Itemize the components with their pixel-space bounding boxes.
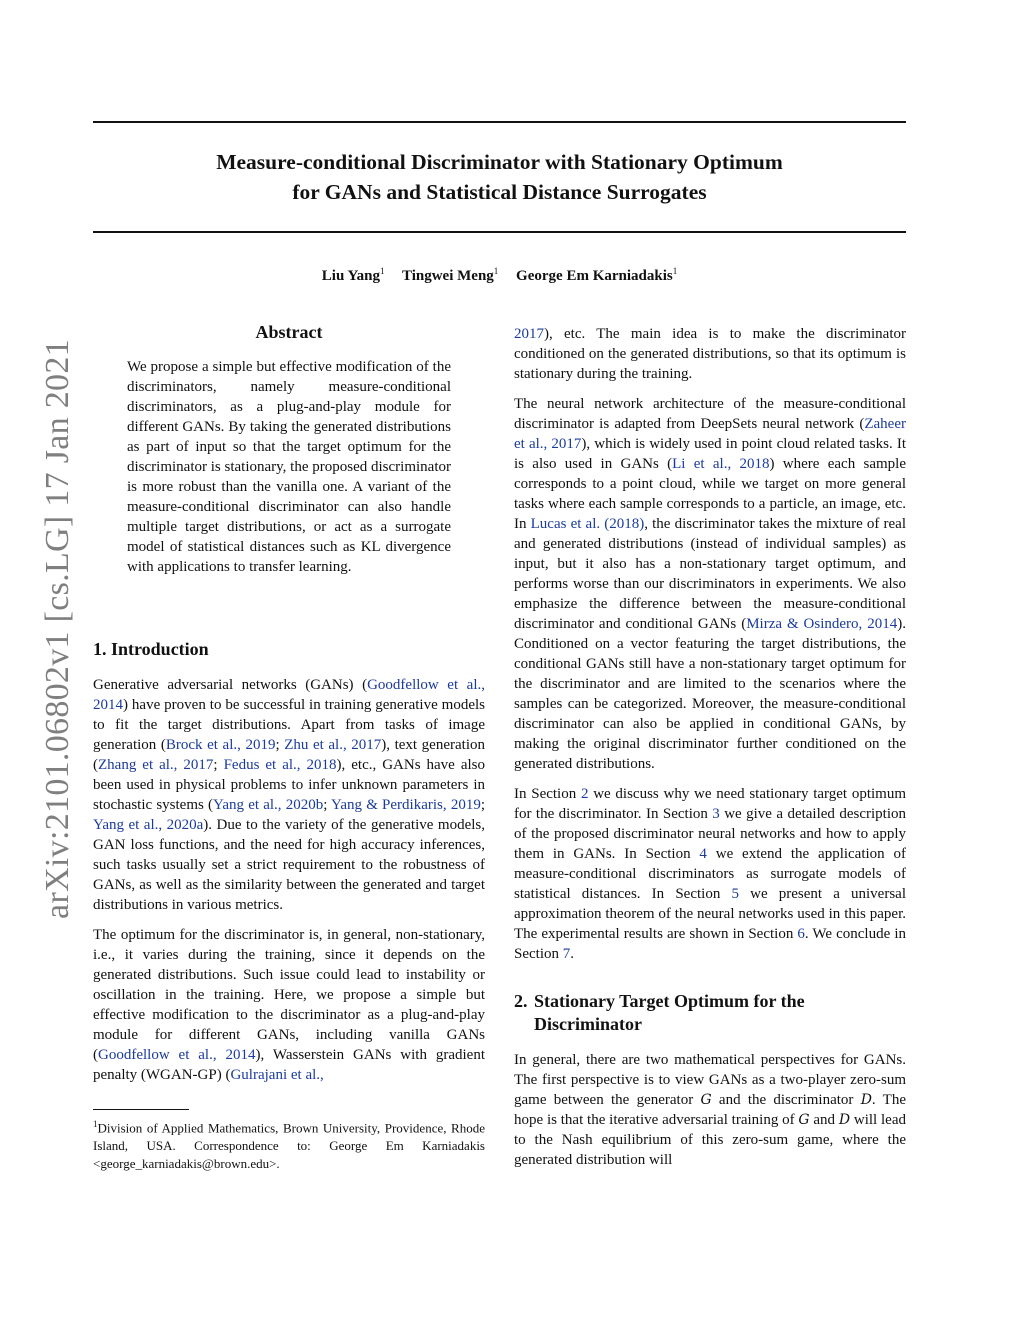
section-number: 2. <box>514 991 528 1011</box>
left-column <box>93 638 485 1095</box>
citation-link[interactable]: Fedus et al., 2018 <box>223 757 337 773</box>
right-paragraph-1: The neural network architecture of the measure-conditional discriminator is adapted from DeepSets neural network (Zaheer et al., 2017), which is widely used in point cloud related tasks. It is also used in GANs (Li et al., 2018) where each sample corresponds to a point cloud, while we target on more general tasks where each sample corresponds to a particle, an image, etc. In Lucas et al. (2018), the discriminator takes the mixture of real and generated distributions (instead of individual samples) as input, but it also has a non-stationary target optimum, and performs worse than our discriminators in experiments. We also emphasize the difference between the measure-conditional discriminator and conditional GANs (Mirza & Osindero, 2014). Conditioned on a vector featuring the target distributions, the conditional GANs still have a non-stationary target optimum for the discriminator and are limited to the scenarios where the samples can be categorized. Moreover, the measure-conditional discriminator can also be applied in conditional GANs, by making the original discriminator further conditioned on the generated distributions. <box>514 396 906 772</box>
footnote-mark: 1 <box>93 1119 98 1129</box>
citation-link[interactable]: Zhu et al., 2017 <box>284 737 382 753</box>
title-line-1: Measure-conditional Discriminator with Stationary Optimum <box>216 150 783 174</box>
section-heading-introduction: 1. Introduction <box>93 639 209 659</box>
citation-link[interactable]: Lucas et al. (2018) <box>530 516 645 532</box>
section-link[interactable]: 3 <box>712 806 720 822</box>
author-name: George Em Karniadakis <box>516 268 673 284</box>
author-affiliation: 1 <box>672 266 678 276</box>
author-list <box>93 266 906 285</box>
intro-paragraph-1: Generative adversarial networks (GANs) (Goodfellow et al., 2014) have proven to be successful in training generative models to fit the target distributions. Apart from tasks of image generation (Brock et al., 2019; Zhu et al., 2017), text generation (Zhang et al., 2017; Fedus et al., 2018), etc., GANs have also been used in physical problems to infer unknown parameters in stochastic systems (Yang et al., 2020b; Yang & Perdikaris, 2019; Yang et al., 2020a). Due to the variety of the generative models, GAN loss functions, and the need for high accuracy inferences, such tasks usually set a strict requirement to the robustness of GANs, as well as the similarity between the generated and target distributions in various metrics. <box>93 677 485 913</box>
title-line-2: for GANs and Statistical Distance Surrogates <box>292 180 707 204</box>
citation-link[interactable]: Li et al., 2018 <box>672 456 770 472</box>
section-link[interactable]: 6 <box>797 926 805 942</box>
abstract-heading: Abstract <box>255 322 323 342</box>
right-paragraph-2: In Section 2 we discuss why we need stationary target optimum for the discriminator. In Section 3 we give a detailed description of the proposed discriminator neural networks and how to apply them in GANs. In Section 4 we extend the application of measure-conditional discriminators as surrogate models of statistical distances. In Section 5 we present a universal approximation theorem of the neural networks used in this paper. The experimental results are shown in Section 6. We conclude in Section 7. <box>514 786 907 962</box>
right-paragraph-0: 2017), etc. The main idea is to make the discriminator conditioned on the generated distributions, so that its optimum is stationary during the training. <box>514 326 906 382</box>
paper-title <box>93 147 906 207</box>
citation-link[interactable]: Brock et al., 2019 <box>165 737 276 753</box>
title-rule-top <box>93 121 906 123</box>
section-link[interactable]: 4 <box>699 846 707 862</box>
citation-link[interactable]: Zhang et al., 2017 <box>98 757 214 773</box>
arxiv-stamp: arXiv:2101.06802v1 [cs.LG] 17 Jan 2021 <box>39 339 76 919</box>
author-affiliation: 1 <box>380 266 385 276</box>
section-title-line-1: Stationary Target Optimum for the <box>534 991 805 1011</box>
footnote <box>93 1115 485 1173</box>
citation-link[interactable]: 2017 <box>514 326 544 342</box>
section-link[interactable]: 2 <box>580 786 589 802</box>
citation-link[interactable]: Goodfellow et al., 2014 <box>98 1047 256 1063</box>
section-heading-stationary-target <box>514 990 906 1036</box>
intro-paragraph-2: The optimum for the discriminator is, in general, non-stationary, i.e., it varies during the training, since it depends on the generated distributions. Such issue could lead to instability or oscillation in the training. Here, we propose a simple but effective modification to the discriminator as a plug-and-play module for different GANs, including vanilla GANs (Goodfellow et al., 2014), Wasserstein GANs with gradient penalty (WGAN-GP) (Gulrajani et al., <box>93 927 485 1083</box>
abstract-text: We propose a simple but effective modification of the discriminators, namely measure-conditional discriminators, as a plug-and-play module for different GANs. By taking the generated distributions as part of input so that the target optimum for the discriminator is stationary, the proposed discriminator is more robust than the vanilla one. A variant of the measure-conditional discriminator can also handle multiple target distributions, or act as a surrogate model of statistical distances such as KL divergence with applications to transfer learning. <box>127 359 451 575</box>
author-name: Liu Yang <box>321 268 380 284</box>
section-link[interactable]: 7 <box>562 946 571 962</box>
citation-link[interactable]: Yang et al., 2020b <box>213 797 324 813</box>
author-affiliation: 1 <box>493 266 499 276</box>
title-rule-bottom <box>93 231 906 233</box>
citation-link[interactable]: Zaheer et al., 2017 <box>514 416 906 452</box>
footnote-text: Division of Applied Mathematics, Brown University, Providence, Rhode Island, USA. Correspondence to: George Em Karniadakis <george_karniadakis@brown.edu>. <box>93 1120 485 1172</box>
citation-link[interactable]: Yang et al., 2020a <box>93 817 204 833</box>
citation-link[interactable]: Goodfellow et al., 2014 <box>93 677 485 713</box>
section-2-paragraph-1: In general, there are two mathematical perspectives for GANs. The first perspective is to view GANs as a two-player zero-sum game between the generator G and the discriminator D. The hope is that the iterative adversarial training of G and D will lead to the Nash equilibrium of this zero-sum game, where the generated distribution will <box>514 1052 906 1168</box>
author-name: Tingwei Meng <box>401 268 494 284</box>
right-column <box>514 324 906 1180</box>
footnote-rule <box>93 1109 189 1110</box>
citation-link[interactable]: Yang & Perdikaris, 2019 <box>331 797 481 813</box>
citation-link[interactable]: Mirza & Osindero, 2014 <box>746 616 898 632</box>
section-title-line-2: Discriminator <box>534 1014 642 1034</box>
section-link[interactable]: 5 <box>731 886 739 902</box>
citation-link[interactable]: Gulrajani et al., <box>230 1067 324 1083</box>
